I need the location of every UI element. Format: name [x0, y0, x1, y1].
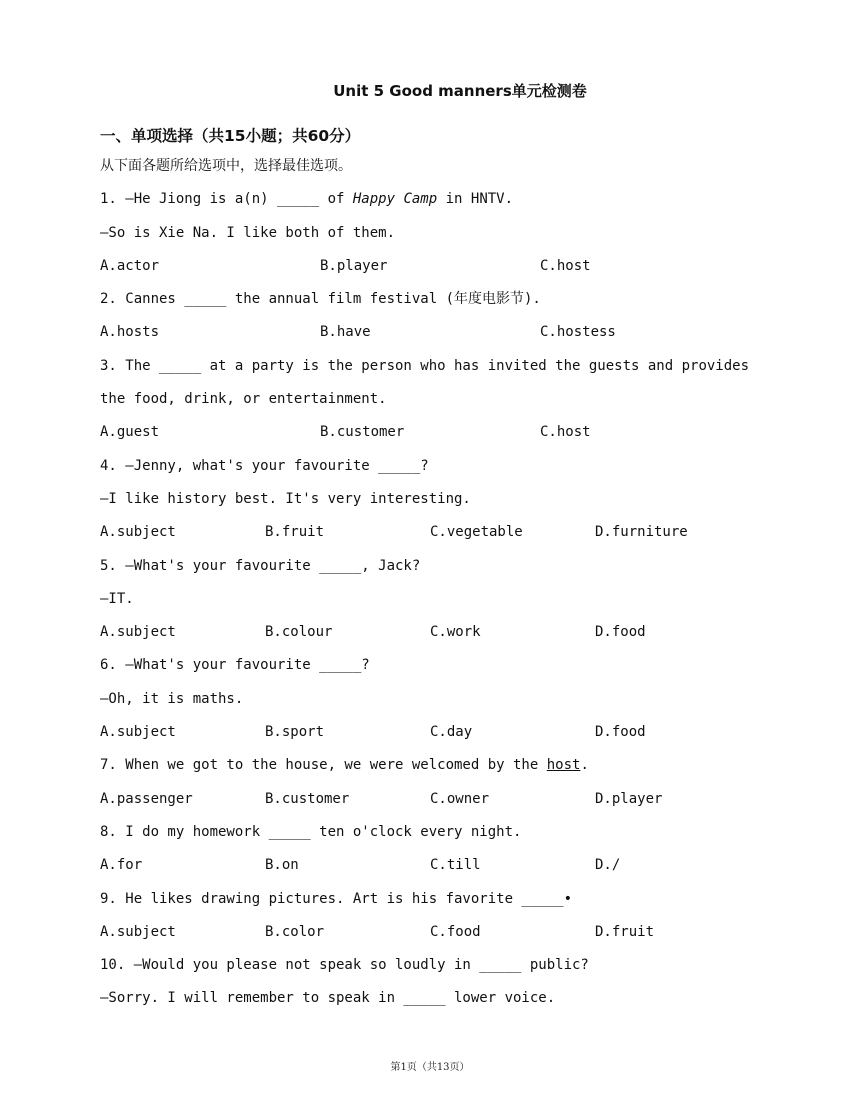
question-stem-line: —I like history best. It's very interesting.	[100, 490, 471, 507]
question-stem-line: —IT.	[100, 590, 134, 607]
question-7	[100, 749, 760, 816]
option-a: A.subject	[100, 624, 176, 641]
option-c: C.work	[430, 624, 481, 641]
option-a: A.hosts	[100, 324, 160, 341]
question-6	[100, 649, 760, 749]
section-heading: 一、单项选择（共15小题；共60分）	[100, 127, 361, 145]
option-c: C.food	[430, 923, 481, 940]
option-b: B.on	[265, 857, 299, 874]
question-5	[100, 550, 760, 650]
option-d: D.furniture	[595, 524, 688, 541]
question-stem-line: —Sorry. I will remember to speak in _____ lower voice.	[100, 990, 556, 1007]
answer-options	[100, 783, 760, 816]
section-instruction: 从下面各题所给选项中，选择最佳选项。	[100, 158, 352, 174]
question-stem: 3. The _____ at a party is the person who has invited the guests and provides the food, drink, or entertainment.	[100, 357, 750, 408]
option-a: A.passenger	[100, 790, 193, 807]
option-a: A.subject	[100, 724, 176, 741]
question-stem: 10. —Would you please not speak so loudly in _____ public?	[100, 957, 589, 974]
option-d: D./	[595, 857, 621, 874]
option-c: C.day	[430, 724, 473, 741]
question-stem: 6. —What's your favourite _____?	[100, 657, 370, 674]
option-b: B.sport	[265, 724, 325, 741]
option-c: C.host	[540, 424, 591, 441]
answer-options	[100, 916, 760, 949]
question-8	[100, 816, 760, 883]
option-c: C.vegetable	[430, 524, 523, 541]
option-a: A.subject	[100, 524, 176, 541]
option-a: A.subject	[100, 923, 176, 940]
question-10	[100, 949, 760, 1016]
option-d: D.fruit	[595, 923, 655, 940]
option-a: A.guest	[100, 424, 160, 441]
answer-options	[100, 716, 760, 749]
option-d: D.food	[595, 724, 646, 741]
option-d: D.player	[595, 790, 663, 807]
option-b: B.fruit	[265, 524, 325, 541]
question-stem: 8. I do my homework _____ ten o'clock every night.	[100, 823, 522, 840]
question-stem: 4. —Jenny, what's your favourite _____?	[100, 457, 429, 474]
answer-options	[100, 416, 760, 449]
question-2	[100, 283, 760, 350]
option-c: C.hostess	[540, 324, 616, 341]
option-b: B.customer	[320, 424, 405, 441]
underlined-word: host	[546, 757, 581, 774]
question-list	[100, 150, 760, 1016]
option-a: A.actor	[100, 257, 160, 274]
question-stem: 1. —He Jiong is a(n) _____ of Happy Camp in HNTV.	[100, 191, 514, 208]
option-b: B.have	[320, 324, 371, 341]
question-stem-line: —Oh, it is maths.	[100, 690, 244, 707]
answer-options	[100, 616, 760, 649]
option-c: C.owner	[430, 790, 490, 807]
question-stem: 5. —What's your favourite _____, Jack?	[100, 557, 421, 574]
question-stem: 2. Cannes _____ the annual film festival (年度电影节).	[100, 291, 541, 308]
option-d: D.food	[595, 624, 646, 641]
question-3	[100, 350, 760, 450]
answer-options	[100, 250, 760, 283]
option-a: A.for	[100, 857, 143, 874]
page-title: Unit 5 Good manners单元检测卷	[333, 82, 587, 100]
option-b: B.player	[320, 257, 388, 274]
option-b: B.color	[265, 923, 325, 940]
option-b: B.colour	[265, 624, 333, 641]
option-c: C.host	[540, 257, 591, 274]
question-stem: 7. When we got to the house, we were welcomed by the host.	[100, 757, 589, 774]
question-1	[100, 183, 760, 283]
page-footer: 第1页（共13页）	[390, 1062, 470, 1073]
question-4	[100, 450, 760, 550]
answer-options	[100, 516, 760, 549]
option-b: B.customer	[265, 790, 350, 807]
question-9	[100, 883, 760, 950]
question-stem-line: —So is Xie Na. I like both of them.	[100, 224, 396, 241]
italic-title: Happy Camp	[352, 191, 438, 208]
answer-options	[100, 316, 760, 349]
answer-options	[100, 849, 760, 882]
option-c: C.till	[430, 857, 481, 874]
question-stem: 9. He likes drawing pictures. Art is his favorite _____•	[100, 890, 573, 907]
